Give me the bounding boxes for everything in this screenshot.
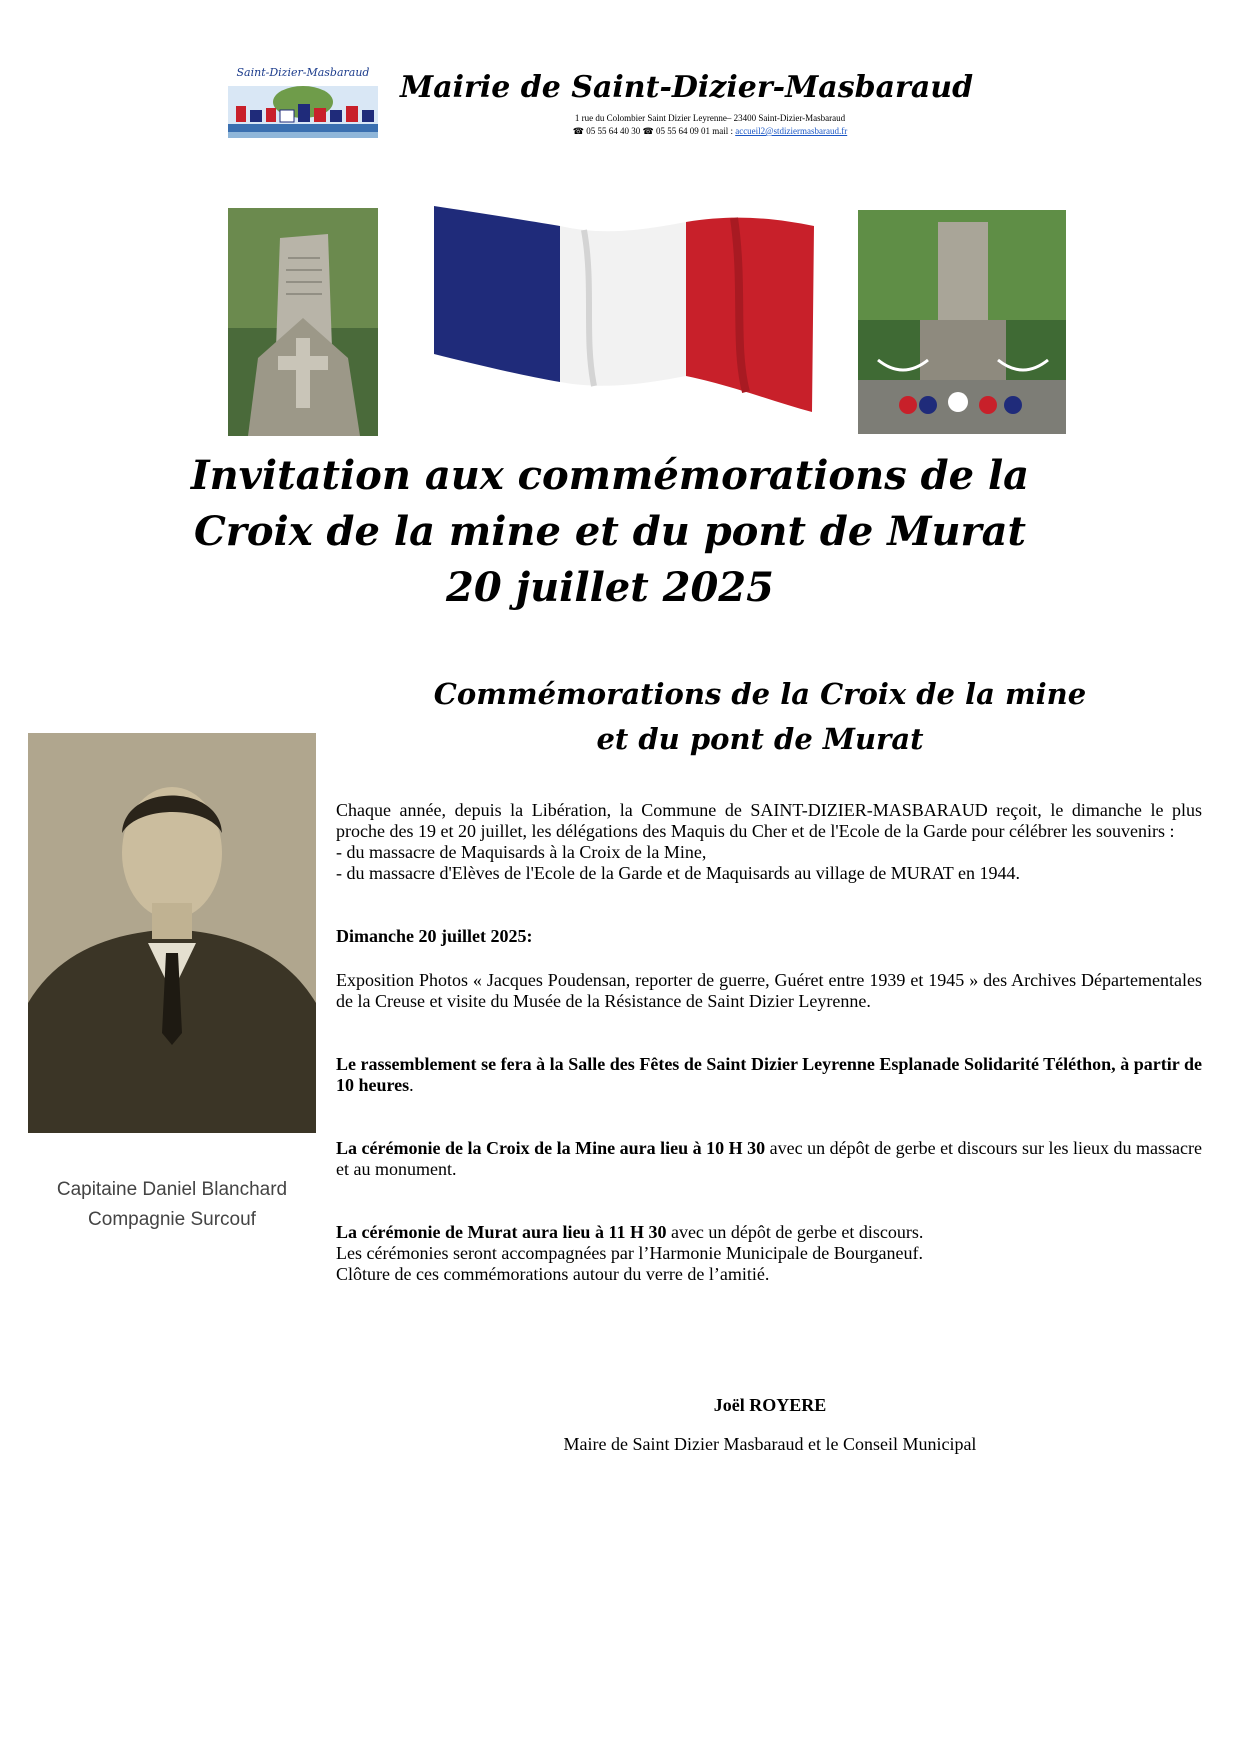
subtitle-line2: et du pont de Murat bbox=[596, 722, 924, 756]
commemoration-subtitle bbox=[420, 672, 1100, 762]
invitation-title-line2: Croix de la mine et du pont de Murat bbox=[193, 508, 1027, 555]
invitation-title-line1: Invitation aux commémorations de la bbox=[190, 452, 1030, 499]
mairie-address-block bbox=[540, 112, 880, 138]
phone-numbers: ☎ 05 55 64 40 30 ☎ 05 55 64 09 01 mail : bbox=[572, 126, 736, 136]
ceremonie-murat-paragraph bbox=[336, 1222, 1202, 1243]
french-flag-image bbox=[434, 206, 814, 412]
mairie-contact bbox=[540, 125, 880, 138]
signature-block bbox=[420, 1395, 1120, 1455]
mayor-name: Joël ROYERE bbox=[713, 1395, 827, 1415]
mairie-title: Mairie de Saint-Dizier-Masbaraud bbox=[400, 70, 974, 105]
logo-text: Saint-Dizier-Masbaraud bbox=[236, 66, 370, 79]
portrait-caption-company: Compagnie Surcouf bbox=[88, 1209, 256, 1230]
rassemblement-text: Le rassemblement se fera à la Salle des Fêtes de Saint Dizier Leyrenne Esplanade Solidarité Téléthon, à partir de 10 heures bbox=[336, 1054, 1202, 1095]
ceremonie-croix-details: avec un dépôt de gerbe et discours sur les lieux du massacre et au monument. bbox=[336, 1138, 1202, 1179]
exposition-paragraph: Exposition Photos « Jacques Poudensan, reporter de guerre, Guéret entre 1939 et 1945 » des Archives Départementales de la Creuse et visite du Musée de la Résistance de Saint Dizier Leyrenne. bbox=[336, 970, 1202, 1011]
bullet-croix-de-la-mine: - du massacre de Maquisards à la Croix de la Mine, bbox=[336, 842, 707, 862]
rassemblement-end: . bbox=[409, 1075, 414, 1095]
ceremonie-croix-paragraph bbox=[336, 1138, 1202, 1180]
date-heading bbox=[336, 926, 1202, 947]
intro-paragraph: Chaque année, depuis la Libération, la Commune de SAINT-DIZIER-MASBARAUD reçoit, le dimanche le plus proche des 19 et 20 juillet, les délégations des Maquis du Cher et de l'Ecole de la Garde pour célébrer les souvenirs : bbox=[336, 800, 1202, 841]
email-link[interactable]: accueil2@stdiziermasbaraud.fr bbox=[735, 126, 848, 136]
bullet-murat: - du massacre d'Elèves de l'Ecole de la Garde et de Maquisards au village de MURAT en 1944. bbox=[336, 863, 1020, 883]
pont-de-murat-monument-photo bbox=[858, 210, 1066, 434]
portrait-caption-name: Capitaine Daniel Blanchard bbox=[56, 1179, 288, 1200]
croix-de-la-mine-monument-photo bbox=[228, 208, 378, 436]
rassemblement-paragraph bbox=[336, 1054, 1202, 1096]
date-heading-text: Dimanche 20 juillet 2025: bbox=[336, 926, 533, 946]
ceremonie-croix-time: La cérémonie de la Croix de la Mine aura lieu à 10 H 30 bbox=[336, 1138, 766, 1158]
mairie-address: 1 rue du Colombier Saint Dizier Leyrenne– 23400 Saint-Dizier-Masbaraud bbox=[574, 113, 846, 123]
subtitle-line1: Commémorations de la Croix de la mine bbox=[433, 677, 1087, 711]
portrait-caption bbox=[28, 1175, 316, 1235]
ceremonie-murat-time: La cérémonie de Murat aura lieu à 11 H 30 bbox=[336, 1222, 667, 1242]
mayor-role: Maire de Saint Dizier Masbaraud et le Conseil Municipal bbox=[563, 1434, 977, 1454]
invitation-title-date: 20 juillet 2025 bbox=[446, 564, 774, 611]
town-logo bbox=[228, 66, 378, 146]
invitation-body bbox=[336, 800, 1202, 1285]
ceremonie-murat-details: avec un dépôt de gerbe et discours. bbox=[666, 1222, 924, 1242]
harmonie-line: Les cérémonies seront accompagnées par l’Harmonie Municipale de Bourganeuf. bbox=[336, 1243, 923, 1263]
cloture-line: Clôture de ces commémorations autour du verre de l’amitié. bbox=[336, 1264, 770, 1284]
captain-portrait-photo bbox=[28, 733, 316, 1133]
invitation-title bbox=[180, 448, 1040, 616]
